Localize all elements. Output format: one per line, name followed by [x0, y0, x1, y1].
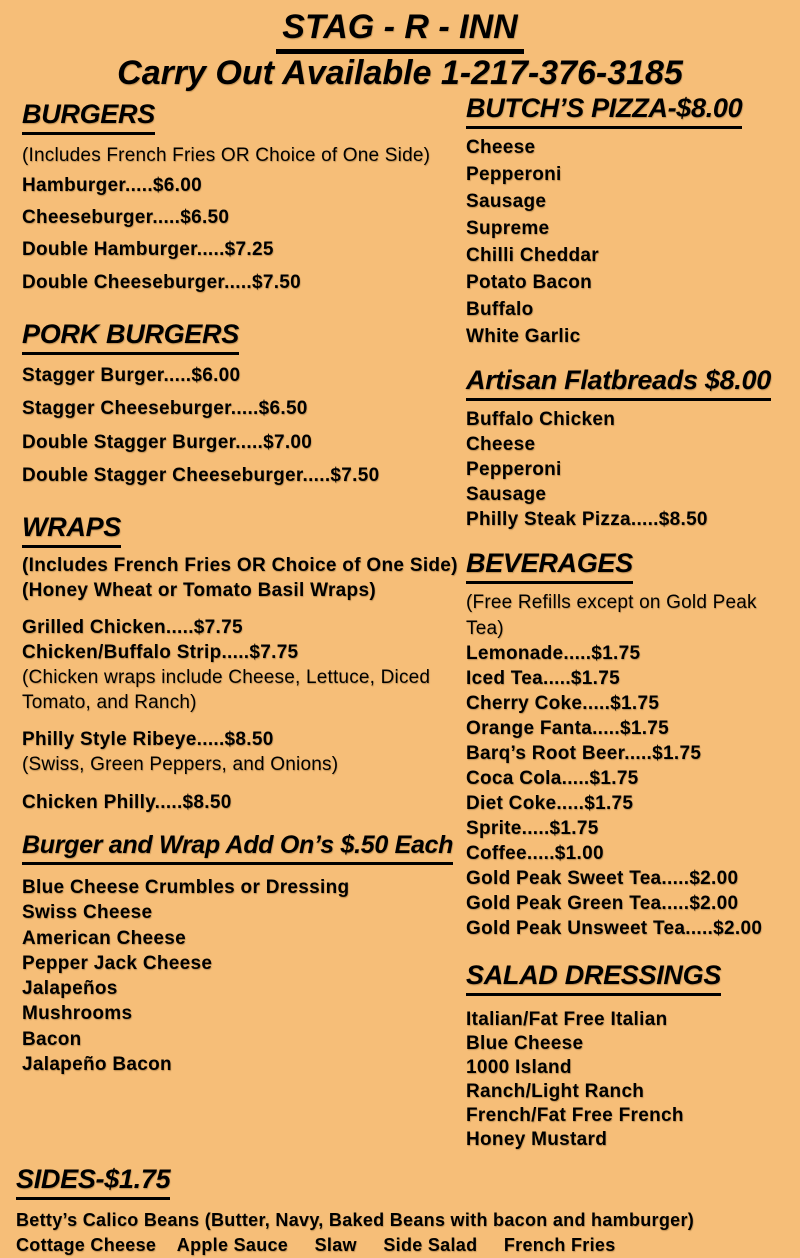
menu-item: Gold Peak Green Tea.....$2.00 [466, 893, 739, 915]
section-salad-dressings-header: SALAD DRESSINGS [466, 960, 721, 996]
menu-note: (Swiss, Green Peppers, and Onions) [22, 753, 339, 775]
section-sides-header: SIDES-$1.75 [16, 1164, 170, 1200]
menu-note: (Chicken wraps include Cheese, Lettuce, Diced Tomato, and Ranch) [22, 666, 431, 713]
menu-item: Gold Peak Sweet Tea.....$2.00 [466, 868, 739, 890]
menu-item: Mushrooms [22, 1003, 133, 1025]
menu-item: 1000 Island [466, 1056, 572, 1078]
menu-item: Jalapeños [22, 978, 118, 1000]
carry-out-line: Carry Out Available 1-217-376-3185 [117, 54, 683, 93]
section-pork-burgers-header: PORK BURGERS [22, 319, 239, 355]
section-add-ons [22, 831, 466, 1077]
sides-area [0, 1164, 800, 1258]
menu-item: Jalapeño Bacon [22, 1053, 172, 1075]
section-wraps-header: WRAPS [22, 512, 121, 548]
menu-note: (Includes French Fries OR Choice of One Side) [22, 145, 431, 167]
section-butchs-pizza-header: BUTCH’S PIZZA-$8.00 [466, 93, 742, 129]
menu-item: Double Hamburger.....$7.25 [22, 239, 274, 261]
menu-item: Potato Bacon [466, 272, 593, 294]
menu-item: Gold Peak Unsweet Tea.....$2.00 [466, 918, 763, 940]
menu-item: Chicken/Buffalo Strip.....$7.75 [22, 642, 299, 664]
menu-item: Double Stagger Cheeseburger.....$7.50 [22, 464, 380, 486]
section-artisan-flatbreads [466, 365, 796, 532]
menu-item: Sausage [466, 191, 547, 213]
menu-item: Cottage Cheese Apple Sauce Slaw Side Salad French Fries [16, 1235, 616, 1256]
section-butchs-pizza [466, 93, 796, 351]
section-beverages-header: BEVERAGES [466, 548, 633, 584]
menu-item: Bacon [22, 1028, 82, 1050]
menu-item: Cheeseburger.....$6.50 [22, 207, 230, 229]
restaurant-name [0, 8, 800, 47]
section-beverages [466, 548, 796, 941]
menu-item: Lemonade.....$1.75 [466, 642, 641, 664]
menu-item: Blue Cheese [466, 1032, 584, 1054]
menu-item: Philly Style Ribeye.....$8.50 [22, 729, 274, 751]
menu-item: Cheese [466, 434, 536, 456]
menu-item: Iced Tea.....$1.75 [466, 667, 620, 689]
section-sides [16, 1164, 800, 1258]
section-wraps [22, 512, 466, 815]
menu-item: Orange Fanta.....$1.75 [466, 717, 670, 739]
menu-item: Sausage [466, 484, 547, 506]
menu-item: Pepperoni [466, 164, 562, 186]
menu-item: Hamburger.....$6.00 [22, 174, 202, 196]
menu-item: Buffalo Chicken [466, 409, 616, 431]
menu-item: Betty’s Calico Beans (Butter, Navy, Baked Beans with bacon and hamburger) [16, 1210, 695, 1231]
menu-item: Chilli Cheddar [466, 245, 599, 267]
menu-item: Double Cheeseburger.....$7.50 [22, 271, 302, 293]
menu-item: Chicken Philly.....$8.50 [22, 791, 232, 813]
menu-item: Pepper Jack Cheese [22, 952, 213, 974]
section-pork-burgers [22, 319, 466, 492]
right-column [466, 93, 796, 1152]
menu-item: Philly Steak Pizza.....$8.50 [466, 509, 708, 531]
menu-item: French/Fat Free French [466, 1105, 684, 1127]
menu-item: Barq’s Root Beer.....$1.75 [466, 742, 702, 764]
menu-columns [0, 93, 800, 1152]
menu-note: (Includes French Fries OR Choice of One Side) [22, 555, 458, 577]
menu-note: (Honey Wheat or Tomato Basil Wraps) [22, 579, 376, 601]
menu-item: Buffalo [466, 299, 534, 321]
menu-item: Blue Cheese Crumbles or Dressing [22, 877, 350, 899]
menu-item: Stagger Cheeseburger.....$6.50 [22, 398, 308, 420]
menu-item: Cherry Coke.....$1.75 [466, 692, 660, 714]
menu-item: Swiss Cheese [22, 902, 153, 924]
menu-item: Sprite.....$1.75 [466, 818, 599, 840]
section-burgers-header: BURGERS [22, 99, 155, 135]
section-burgers [22, 99, 466, 299]
menu-item: Ranch/Light Ranch [466, 1080, 645, 1102]
menu-header [0, 8, 800, 93]
menu-item: Cheese [466, 137, 536, 159]
menu-item: Supreme [466, 218, 550, 240]
menu-item: Double Stagger Burger.....$7.00 [22, 431, 313, 453]
menu-item: Coca Cola.....$1.75 [466, 768, 639, 790]
restaurant-name-text: STAG - R - INN [276, 8, 523, 54]
left-column [22, 93, 466, 1152]
section-salad-dressings [466, 960, 796, 1153]
menu-item: Stagger Burger.....$6.00 [22, 365, 241, 387]
menu-item: Pepperoni [466, 459, 562, 481]
menu-item: Diet Coke.....$1.75 [466, 793, 634, 815]
section-artisan-flatbreads-header: Artisan Flatbreads $8.00 [466, 365, 771, 401]
section-add-ons-header: Burger and Wrap Add On’s $.50 Each [22, 831, 453, 865]
menu-item: American Cheese [22, 927, 186, 949]
menu-note: (Free Refills except on Gold Peak Tea) [466, 592, 757, 639]
menu-item: Coffee.....$1.00 [466, 843, 604, 865]
menu-item: Grilled Chicken.....$7.75 [22, 617, 243, 639]
menu-item: White Garlic [466, 326, 581, 348]
menu-item: Honey Mustard [466, 1129, 608, 1151]
menu-item: Italian/Fat Free Italian [466, 1008, 668, 1030]
